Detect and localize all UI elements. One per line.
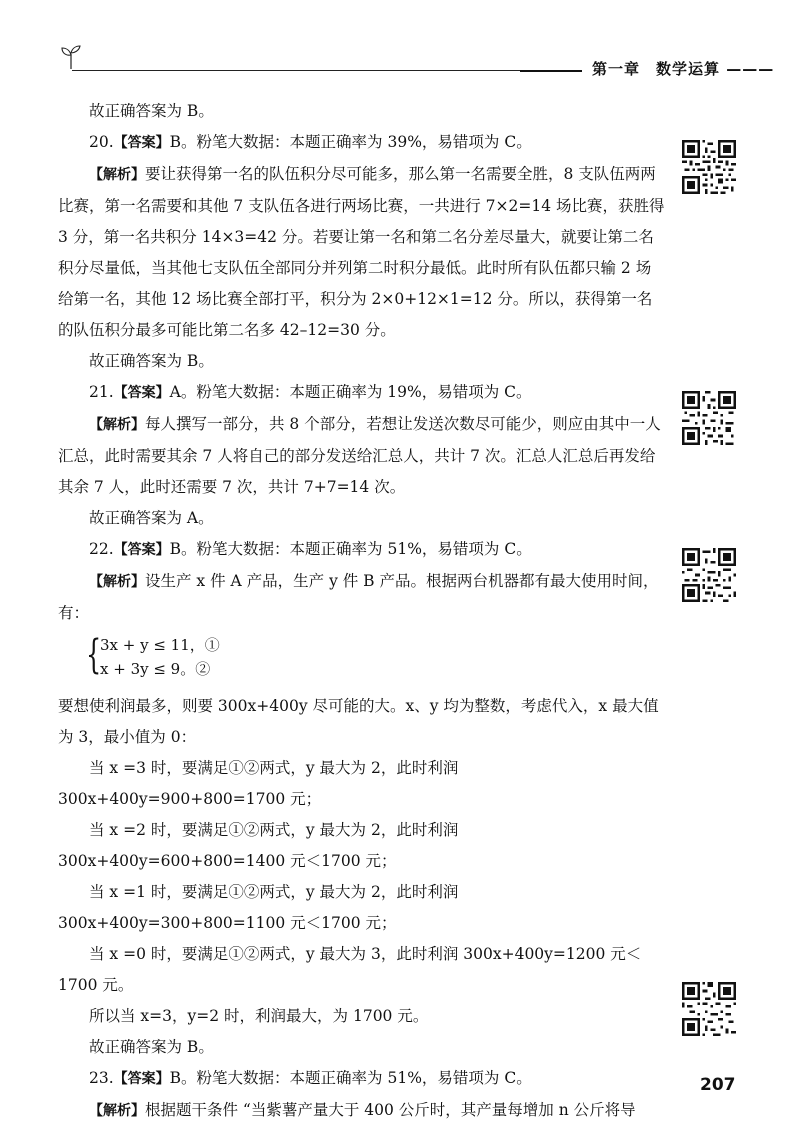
explanation-tag: 【解析】	[89, 574, 145, 590]
qr-code-icon[interactable]	[682, 548, 736, 602]
equation-2: x + 3y ≤ 9。②	[100, 660, 211, 678]
paragraph: 所以当 x=3，y=2 时，利润最大，为 1700 元。	[89, 1007, 429, 1025]
page-number: 207	[700, 1075, 736, 1095]
question-number: 22.	[89, 540, 114, 558]
answer-23	[58, 1063, 666, 1095]
answer-20	[58, 127, 666, 159]
chapter-title-text: 第一章 数学运算	[592, 60, 721, 78]
explanation-20	[58, 159, 666, 346]
chapter-title	[592, 58, 774, 79]
answer-tag: 【答案】	[113, 135, 170, 151]
paragraph: 故正确答案为 B。	[89, 352, 214, 370]
brace-symbol: {	[86, 632, 102, 678]
paragraph: 当 x =0 时，要满足①②两式，y 最大为 3，此时利润 300x+400y=1200 元＜ 1700 元。	[58, 945, 642, 994]
qr-code-icon[interactable]	[682, 140, 736, 194]
header-rule	[72, 70, 580, 71]
chapter-dashes: ———	[726, 60, 775, 78]
paragraph: 故正确答案为 A。	[89, 509, 214, 527]
equation-system	[86, 629, 666, 685]
paragraph: 当 x =1 时，要满足①②两式，y 最大为 2，此时利润 300x+400y=300+800=1100 元＜1700 元；	[58, 883, 459, 932]
explanation-text: 根据题干条件 “当紫薯产量大于 400 公斤时，其产量每增加 n 公斤将导	[145, 1101, 636, 1119]
paragraph: 故正确答案为 B。	[89, 1038, 214, 1056]
page-body	[58, 96, 666, 1127]
question-number: 23.	[89, 1069, 114, 1087]
explanation-text: 每人撰写一部分，共 8 个部分，若想让发送次数尽可能少，则应由其中一人汇总，此时需要其余 7 人将自己的部分发送给汇总人，共计 7 次。汇总人汇总后再发给其余 7 人，此时还需要 7 次，共计 7+7=14 次。	[58, 415, 661, 496]
answer-text: A。粉笔大数据：本题正确率为 19%，易错项为 C。	[169, 383, 532, 401]
paragraph: 当 x =2 时，要满足①②两式，y 最大为 2，此时利润 300x+400y=600+800=1400 元＜1700 元；	[58, 821, 459, 870]
paragraph: 要想使利润最多，则要 300x+400y 尽可能的大。x、y 均为整数，考虑代入，x 最大值为 3，最小值为 0：	[58, 697, 659, 746]
answer-tag: 【答案】	[113, 1071, 170, 1087]
question-number: 20.	[89, 133, 114, 151]
answer-text: B。粉笔大数据：本题正确率为 39%，易错项为 C。	[169, 133, 532, 151]
paragraph: 故正确答案为 B。	[89, 102, 214, 120]
answer-text: B。粉笔大数据：本题正确率为 51%，易错项为 C。	[169, 540, 532, 558]
explanation-text: 要让获得第一名的队伍积分尽可能多，那么第一名需要全胜，8 支队伍两两比赛，第一名需要和其他 7 支队伍各进行两场比赛，一共进行 7×2=14 场比赛，获胜得 3 分，第一名共积分 14×3=42 分。若要让第一名和第二名分差尽量大，就要让第二名积分尽量低，当其他七支队伍全部同分并列第二时积分最低。此时所有队伍都只输 2 场给第一名，其他 12 场比赛全部打平，积分为 2×0+12×1=12 分。所以，获得第一名的队伍积分最多可能比第二名多 42–12=30 分。	[58, 165, 665, 339]
qr-code-icon[interactable]	[682, 391, 736, 445]
header-rule-bold	[520, 70, 582, 72]
answer-21	[58, 377, 666, 409]
explanation-22	[58, 566, 666, 629]
explanation-text: 设生产 x 件 A 产品，生产 y 件 B 产品。根据两台机器都有最大使用时间，有：	[58, 572, 659, 622]
answer-tag: 【答案】	[113, 542, 170, 558]
explanation-tag: 【解析】	[89, 417, 145, 433]
qr-code-icon[interactable]	[682, 982, 736, 1036]
explanation-23	[58, 1095, 666, 1127]
question-number: 21.	[89, 383, 114, 401]
explanation-tag: 【解析】	[89, 167, 145, 183]
page-header	[0, 0, 800, 90]
answer-text: B。粉笔大数据：本题正确率为 51%，易错项为 C。	[169, 1069, 532, 1087]
answer-22	[58, 534, 666, 566]
explanation-21	[58, 409, 666, 503]
leaf-sprout-icon	[60, 44, 82, 70]
equation-1: 3x + y ≤ 11，①	[100, 636, 220, 654]
paragraph: 当 x =3 时，要满足①②两式，y 最大为 2，此时利润 300x+400y=900+800=1700 元；	[58, 759, 459, 808]
explanation-tag: 【解析】	[89, 1103, 145, 1119]
answer-tag: 【答案】	[113, 385, 170, 401]
